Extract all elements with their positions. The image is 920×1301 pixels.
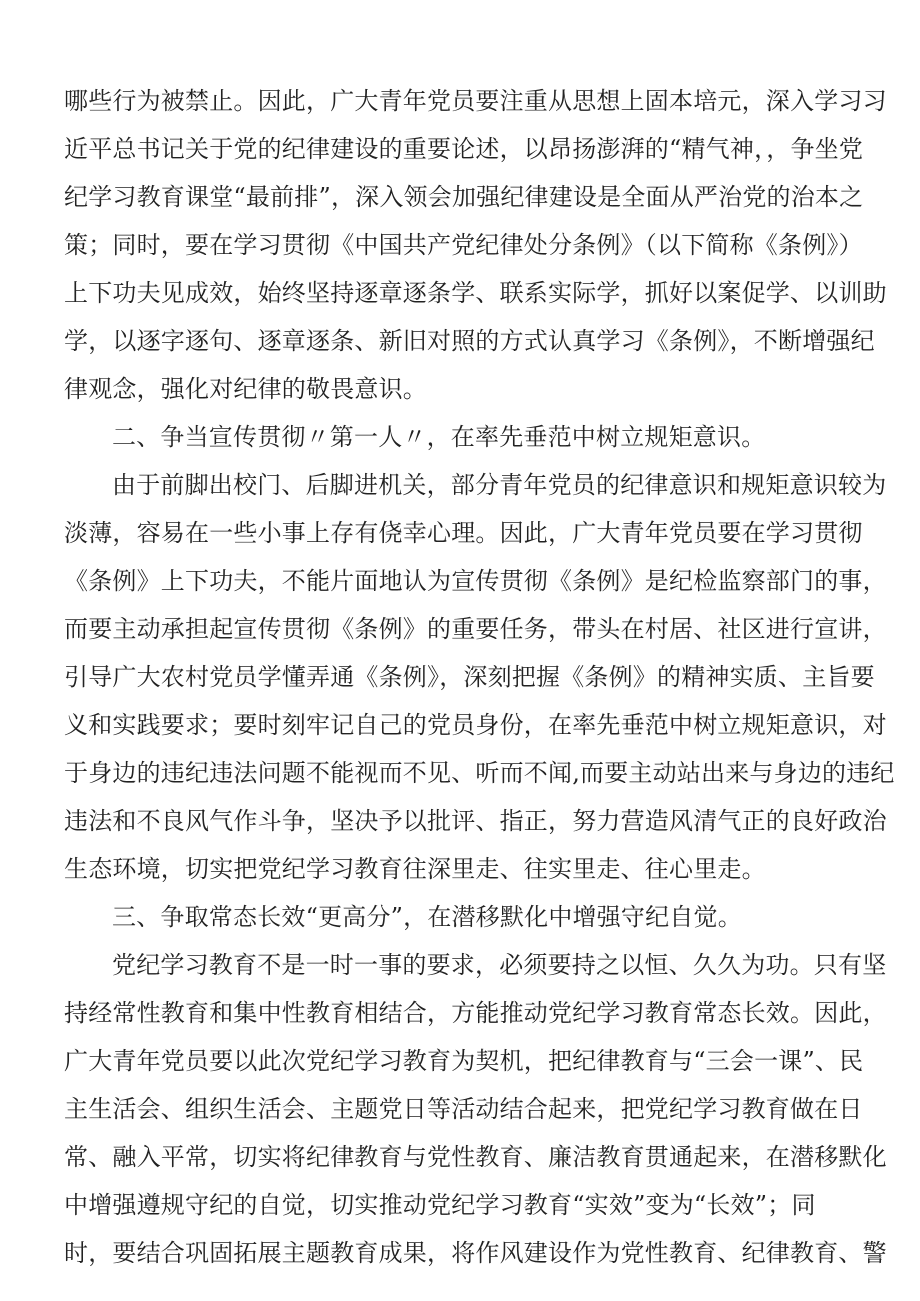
text-line-11: 《条例》上下功夫，不能片面地认为宣传贯彻《条例》是纪检监察部门的事， — [64, 567, 887, 595]
text-line-23: 常、融入平常，切实将纪律教育与党性教育、廉洁教育贯通起来，在潜移默化 — [64, 1143, 887, 1171]
text-line-14: 义和实践要求；要时刻牢记自己的党员身份，在率先垂范中树立规矩意识，对 — [64, 711, 887, 739]
text-line-25: 时，要结合巩固拓展主题教育成果，将作风建设作为党性教育、纪律教育、警 — [64, 1239, 887, 1267]
text-line-19: 党纪学习教育不是一时一事的要求，必须要持之以恒、久久为功。只有坚 — [112, 951, 887, 979]
text-line-20: 持经常性教育和集中性教育相结合，方能推动党纪学习教育常态长效。因此， — [64, 999, 887, 1027]
text-line-10: 淡薄，容易在一些小事上存有侥幸心理。因此，广大青年党员要在学习贯彻 — [64, 519, 863, 547]
text-line-16: 违法和不良风气作斗争，坚决予以批评、指正，努力营造风清气正的良好政治 — [64, 807, 887, 835]
text-line-12: 而要主动承担起宣传贯彻《条例》的重要任务，带头在村居、社区进行宣讲， — [64, 615, 887, 643]
text-line-3: 纪学习教育课堂“最前排”，深入领会加强纪律建设是全面从严治党的治本之 — [64, 183, 864, 211]
text-line-13: 引导广大农村党员学懂弄通《条例》，深刻把握《条例》的精神实质、主旨要 — [64, 663, 875, 691]
text-line-7: 律观念，强化对纪律的敬畏意识。 — [64, 375, 427, 403]
text-line-2: 近平总书记关于党的纪律建设的重要论述，以昂扬澎湃的“精气神，，争坐党 — [64, 135, 864, 163]
text-line-24: 中增强遵规守纪的自觉，切实推动党纪学习教育“实效”变为“长效”；同 — [64, 1191, 816, 1219]
text-line-1: 哪些行为被禁止。因此，广大青年党员要注重从思想上固本培元，深入学习习 — [64, 87, 887, 115]
text-line-9: 由于前脚出校门、后脚进机关，部分青年党员的纪律意识和规矩意识较为 — [112, 471, 887, 499]
text-line-22: 主生活会、组织生活会、主题党日等活动结合起来，把党纪学习教育做在日 — [64, 1095, 863, 1123]
section-heading-2: 二、争当宣传贯彻〃第一人〃，在率先垂范中树立规矩意识。 — [112, 423, 766, 451]
text-line-4: 策；同时，要在学习贯彻《中国共产党纪律处分条例》（以下简称《条例》） — [64, 231, 863, 259]
text-line-5: 上下功夫见成效，始终坚持逐章逐条学、联系实际学，抓好以案促学、以训助 — [64, 279, 887, 307]
text-line-21: 广大青年党员要以此次党纪学习教育为契机，把纪律教育与“三会一课”、民 — [64, 1047, 864, 1075]
section-heading-3: 三、争取常态长效“更高分”，在潜移默化中增强守纪自觉。 — [112, 903, 742, 931]
text-line-15: 于身边的违纪违法问题不能视而不见、听而不闻,而要主动站出来与身边的违纪 — [64, 759, 895, 787]
text-line-17: 生态环境，切实把党纪学习教育往深里走、往实里走、往心里走。 — [64, 855, 766, 883]
text-line-6: 学，以逐字逐句、逐章逐条、新旧对照的方式认真学习《条例》，不断增强纪 — [64, 327, 875, 355]
